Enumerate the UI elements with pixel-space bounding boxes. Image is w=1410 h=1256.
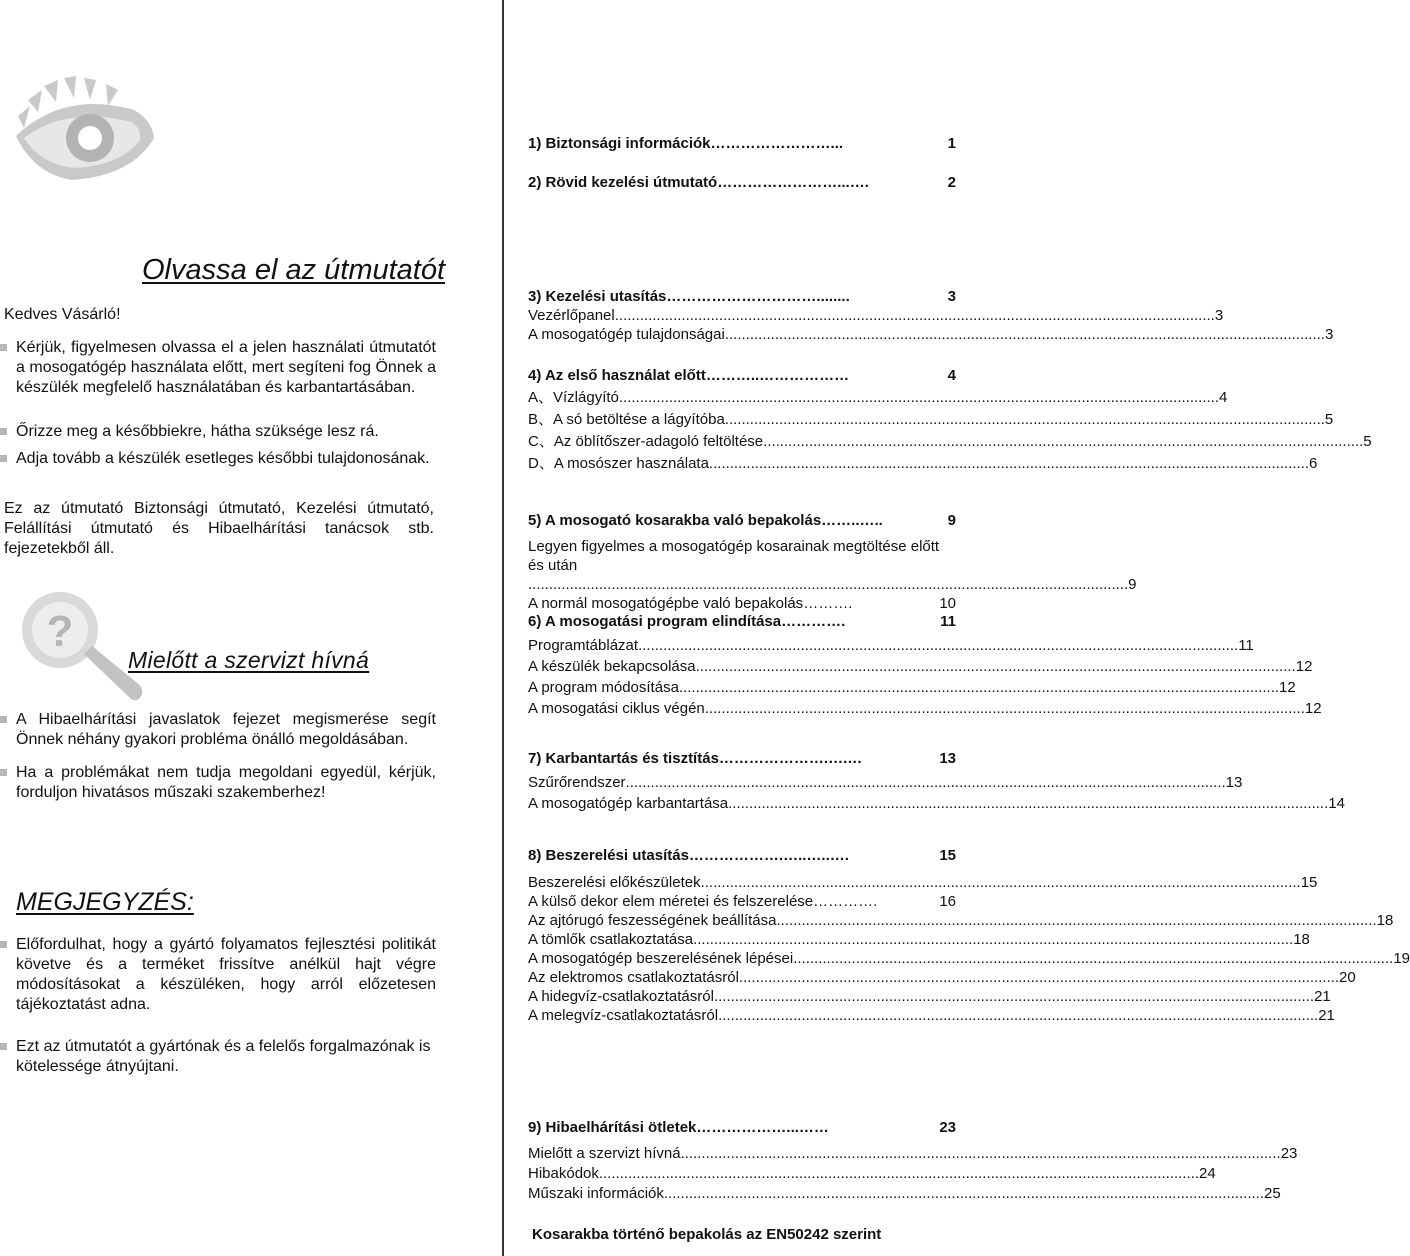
toc-entry <box>528 410 1334 432</box>
toc-page: 21 <box>1318 1007 1335 1024</box>
toc-title: A hidegvíz-csatlakoztatásról <box>528 988 714 1005</box>
toc-title: Programtáblázat <box>528 637 639 654</box>
toc-leader: …………. <box>781 613 846 630</box>
toc-leader: ................................................................................................................................................ <box>614 307 1215 324</box>
toc-entry <box>528 454 1318 476</box>
toc-title: 3) Kezelési utasítás <box>528 288 667 305</box>
toc-block-9 <box>528 1118 1298 1204</box>
toc-title: A mosogatógép karbantartása <box>528 795 729 812</box>
toc-leader: ................................................................................................................................................ <box>724 411 1325 428</box>
toc-entry <box>528 537 956 575</box>
toc-entry <box>528 1184 1281 1204</box>
toc-page: 1 <box>947 135 956 152</box>
toc-title: C、Az öblítőszer-adagoló feltöltése <box>528 433 764 450</box>
toc-title: A、Vízlágyító <box>528 389 619 406</box>
toc-title: D、A mosószer használata <box>528 455 709 472</box>
toc-entry <box>528 657 1313 678</box>
toc-entry <box>528 794 1345 815</box>
toc-page: 2 <box>947 174 956 191</box>
toc-title: Mielőtt a szervizt hívná <box>528 1145 681 1162</box>
toc-block-4 <box>528 366 1372 476</box>
toc-leader: ……..….. <box>821 512 883 529</box>
toc-block-6 <box>528 612 1322 720</box>
toc-title: 5) A mosogató kosarakba való bepakolás <box>528 512 822 529</box>
toc-page: 18 <box>1376 912 1394 929</box>
list-item <box>0 710 436 750</box>
toc-heading <box>528 511 956 537</box>
footer-heading: Kosarakba történő bepakolás az EN50242 szerint <box>532 1226 882 1243</box>
toc-entry <box>528 432 1372 454</box>
toc-leader: ……………….…..…..…. <box>688 847 849 864</box>
toc-title: 6) A mosogatási program elindítása <box>528 613 782 630</box>
toc-page: 12 <box>1304 700 1322 717</box>
bullet-square-icon <box>0 716 7 723</box>
toc-entry <box>528 306 1224 325</box>
toc-leader: ................................................................................................................................................ <box>728 795 1329 812</box>
toc-title: Műszaki információk <box>528 1185 664 1202</box>
service-title: Mielőtt a szervizt hívná <box>128 647 370 673</box>
bullet-text: Adja tovább a készülék esetleges későbbi tulajdonosának. <box>16 450 430 467</box>
toc-page: 11 <box>940 613 956 630</box>
toc-page: 11 <box>1238 637 1254 654</box>
toc-leader: ................................................................................................................................................ <box>718 1007 1319 1024</box>
toc-leader: ................................................................................................................................................ <box>678 679 1280 696</box>
toc-entry <box>528 930 1310 949</box>
column-divider <box>502 0 504 1256</box>
toc-leader: ………..……………… <box>705 367 850 384</box>
toc-page: 5 <box>1324 411 1334 428</box>
toc-title: A mosogatási ciklus végén <box>528 700 705 717</box>
bullet-square-icon <box>0 344 7 351</box>
toc-page: 24 <box>1199 1165 1216 1182</box>
toc-leader: ……………………... <box>710 135 844 152</box>
toc-block-8 <box>528 846 1410 1025</box>
toc-title: A normál mosogatógépbe való bepakolás <box>528 595 804 612</box>
toc-page: 4 <box>947 367 956 384</box>
toc-page: 25 <box>1264 1185 1281 1202</box>
toc-leader: ................................................................................................................................................ <box>625 774 1226 791</box>
list-item <box>0 763 436 803</box>
toc-entry <box>528 911 1394 930</box>
toc-page: 21 <box>1314 988 1331 1005</box>
toc-heading <box>528 134 956 153</box>
toc-title: 8) Beszerelési utasítás <box>528 847 689 864</box>
toc-page: 18 <box>1293 931 1310 948</box>
toc-entry <box>528 678 1296 699</box>
svg-text:?: ? <box>46 607 74 656</box>
toc-page: 9 <box>947 512 956 529</box>
bullet-square-icon <box>0 769 7 776</box>
toc-page: 23 <box>1280 1145 1298 1162</box>
toc-title: A melegvíz-csatlakoztatásról <box>528 1007 719 1024</box>
toc-leader: ................................................................................................................................................ <box>528 576 1129 593</box>
toc-title: A tömlők csatlakoztatása <box>528 931 694 948</box>
toc-heading <box>528 749 956 773</box>
page-title: Olvassa el az útmutatót <box>142 254 446 286</box>
toc-title: 9) Hibaelhárítási ötletek <box>528 1119 697 1136</box>
toc-title: 4) Az első használat előtt <box>528 367 706 384</box>
toc-entry <box>528 873 1318 892</box>
bullet-square-icon <box>0 428 7 435</box>
toc-entry <box>528 325 1334 344</box>
toc-block-7 <box>528 749 1345 815</box>
toc-leader: ................................................................................................................................................ <box>708 455 1310 472</box>
toc-leader: ................................................................................................................................................ <box>695 658 1296 675</box>
toc-leader: ……………………...…. <box>717 174 869 191</box>
toc-block-5 <box>528 511 1137 613</box>
bullet-text: Őrizze meg a későbbiekre, hátha szüksége lesz rá. <box>16 423 379 440</box>
toc-leader: ................................................................................................................................................ <box>724 326 1325 343</box>
toc-entry-continuation <box>528 575 1137 594</box>
list-item <box>0 935 436 1015</box>
toc-page: 3 <box>1214 307 1224 324</box>
toc-leader: ................................................................................................................................................ <box>618 389 1219 406</box>
toc-entry <box>528 773 1243 794</box>
bullet-text: Előfordulhat, hogy a gyártó folyamatos fejlesztési politikát követve és a terméket frissítve anélkül hajt végre módosításokat a készüléken, hogy arról előzetesen tájékoztatást adna. <box>16 936 436 1013</box>
toc-leader: ................................................................................................................................................ <box>598 1165 1200 1182</box>
toc-title: Legyen figyelmes a mosogatógép kosarainak megtöltése előtt és után <box>528 538 940 574</box>
toc-title: Vezérlőpanel <box>528 307 615 324</box>
toc-entry <box>528 1164 1216 1184</box>
list-item <box>0 1037 436 1077</box>
toc-heading <box>528 846 956 873</box>
toc-leader: ................................................................................................................................................ <box>680 1145 1281 1162</box>
toc-leader: ................................................................................................................................................ <box>793 950 1394 967</box>
bullet-square-icon <box>0 941 7 948</box>
toc-entry <box>528 968 1356 987</box>
toc-title: A külső dekor elem méretei és felszerelése <box>528 893 814 910</box>
toc-page: 14 <box>1328 795 1345 812</box>
toc-page: 23 <box>939 1119 956 1136</box>
toc-entry <box>528 594 956 613</box>
toc-title: Szűrőrendszer <box>528 774 626 791</box>
toc-page: 20 <box>1339 969 1356 986</box>
toc-title: Az ajtórugó feszességének beállítása <box>528 912 777 929</box>
toc-title: A program módosítása <box>528 679 679 696</box>
toc-entry <box>528 636 1254 657</box>
toc-page: 6 <box>1309 455 1318 472</box>
toc-leader: ................................................................................................................................................ <box>638 637 1239 654</box>
toc-heading <box>528 366 956 388</box>
toc-page: 19 <box>1393 950 1410 967</box>
list-item <box>0 422 436 442</box>
bullet-text: Ezt az útmutatót a gyártónak és a felelős forgalmazónak is kötelessége átnyújtani. <box>16 1038 431 1075</box>
toc-block-1 <box>528 134 956 153</box>
toc-leader: ................................................................................................................................................ <box>738 969 1340 986</box>
bullet-square-icon <box>0 1043 7 1050</box>
greeting: Kedves Vásárló! <box>4 306 121 323</box>
toc-page: 10 <box>939 595 956 612</box>
toc-entry <box>528 892 956 911</box>
toc-leader: ................................................................................................................................................ <box>763 433 1364 450</box>
toc-page: 13 <box>939 750 956 767</box>
toc-title: Beszerelési előkészületek <box>528 874 701 891</box>
toc-heading <box>528 173 956 192</box>
bullet-square-icon <box>0 455 7 462</box>
toc-leader: …………………………........ <box>666 288 850 305</box>
toc-leader: …………. <box>813 893 878 910</box>
list-item <box>0 338 436 398</box>
intro-paragraph: Ez az útmutató Biztonsági útmutató, Kezelési útmutató, Felállítási útmutató és Hibaelhárítási tanácsok stb. fejezetekből áll. <box>4 500 434 557</box>
toc-title: Hibakódok <box>528 1165 599 1182</box>
toc-page: 16 <box>939 893 956 910</box>
toc-page: 12 <box>1295 658 1313 675</box>
toc-entry <box>528 699 1322 720</box>
toc-page: 3 <box>947 288 956 305</box>
bullet-text: Kérjük, figyelmesen olvassa el a jelen használati útmutatót a mosogatógép használata előtt, mert segíteni fog Önnek a készülék megfelelő használatában és karbantartásában. <box>16 339 436 396</box>
toc-entry <box>528 388 1228 410</box>
bullet-text: A Hibaelhárítási javaslatok fejezet megismerése segít Önnek néhány gyakori probléma önálló megoldásában. <box>16 711 436 748</box>
toc-title: Az elektromos csatlakoztatásról <box>528 969 739 986</box>
toc-title: 1) Biztonsági információk <box>528 135 711 152</box>
toc-block-3 <box>528 287 1334 344</box>
toc-page: 15 <box>1300 874 1318 891</box>
toc-block-2 <box>528 173 956 192</box>
toc-page: 12 <box>1279 679 1296 696</box>
toc-page: 5 <box>1363 433 1372 450</box>
list-item <box>0 449 436 469</box>
toc-leader: ................................................................................................................................................ <box>693 931 1294 948</box>
toc-leader: ................................................................................................................................................ <box>663 1185 1264 1202</box>
bullet-text: Ha a problémákat nem tudja megoldani egyedül, kérjük, forduljon hivatásos műszaki szakemberhez! <box>16 764 436 801</box>
toc-leader: ................................................................................................................................................ <box>704 700 1305 717</box>
toc-title: 2) Rövid kezelési útmutató <box>528 174 718 191</box>
toc-page: 13 <box>1225 774 1243 791</box>
toc-leader: ................................................................................................................................................ <box>700 874 1301 891</box>
toc-title: A mosogatógép tulajdonságai <box>528 326 725 343</box>
toc-title: A mosogatógép beszerelésének lépései <box>528 950 794 967</box>
eye-icon <box>14 76 154 186</box>
toc-title: B、A só betöltése a lágyítóba <box>528 411 725 428</box>
toc-title: A készülék bekapcsolása <box>528 658 696 675</box>
toc-leader: ………………...…… <box>696 1119 829 1136</box>
toc-heading <box>528 612 956 636</box>
toc-entry <box>528 987 1331 1006</box>
toc-entry <box>528 1006 1335 1025</box>
toc-leader: ................................................................................................................................................ <box>776 912 1377 929</box>
toc-heading <box>528 287 956 306</box>
toc-page: 4 <box>1219 389 1228 406</box>
toc-page: 3 <box>1324 326 1334 343</box>
toc-heading <box>528 1118 956 1144</box>
toc-page: 9 <box>1128 576 1137 593</box>
toc-leader: ………. <box>803 595 853 612</box>
toc-title: 7) Karbantartás és tisztítás <box>528 750 719 767</box>
note-title: MEGJEGYZÉS: <box>16 888 194 916</box>
toc-entry <box>528 949 1410 968</box>
toc-entry <box>528 1144 1298 1164</box>
toc-leader: ................................................................................................................................................ <box>713 988 1315 1005</box>
toc-leader: ………………….….… <box>718 750 863 767</box>
toc-page: 15 <box>939 847 956 864</box>
